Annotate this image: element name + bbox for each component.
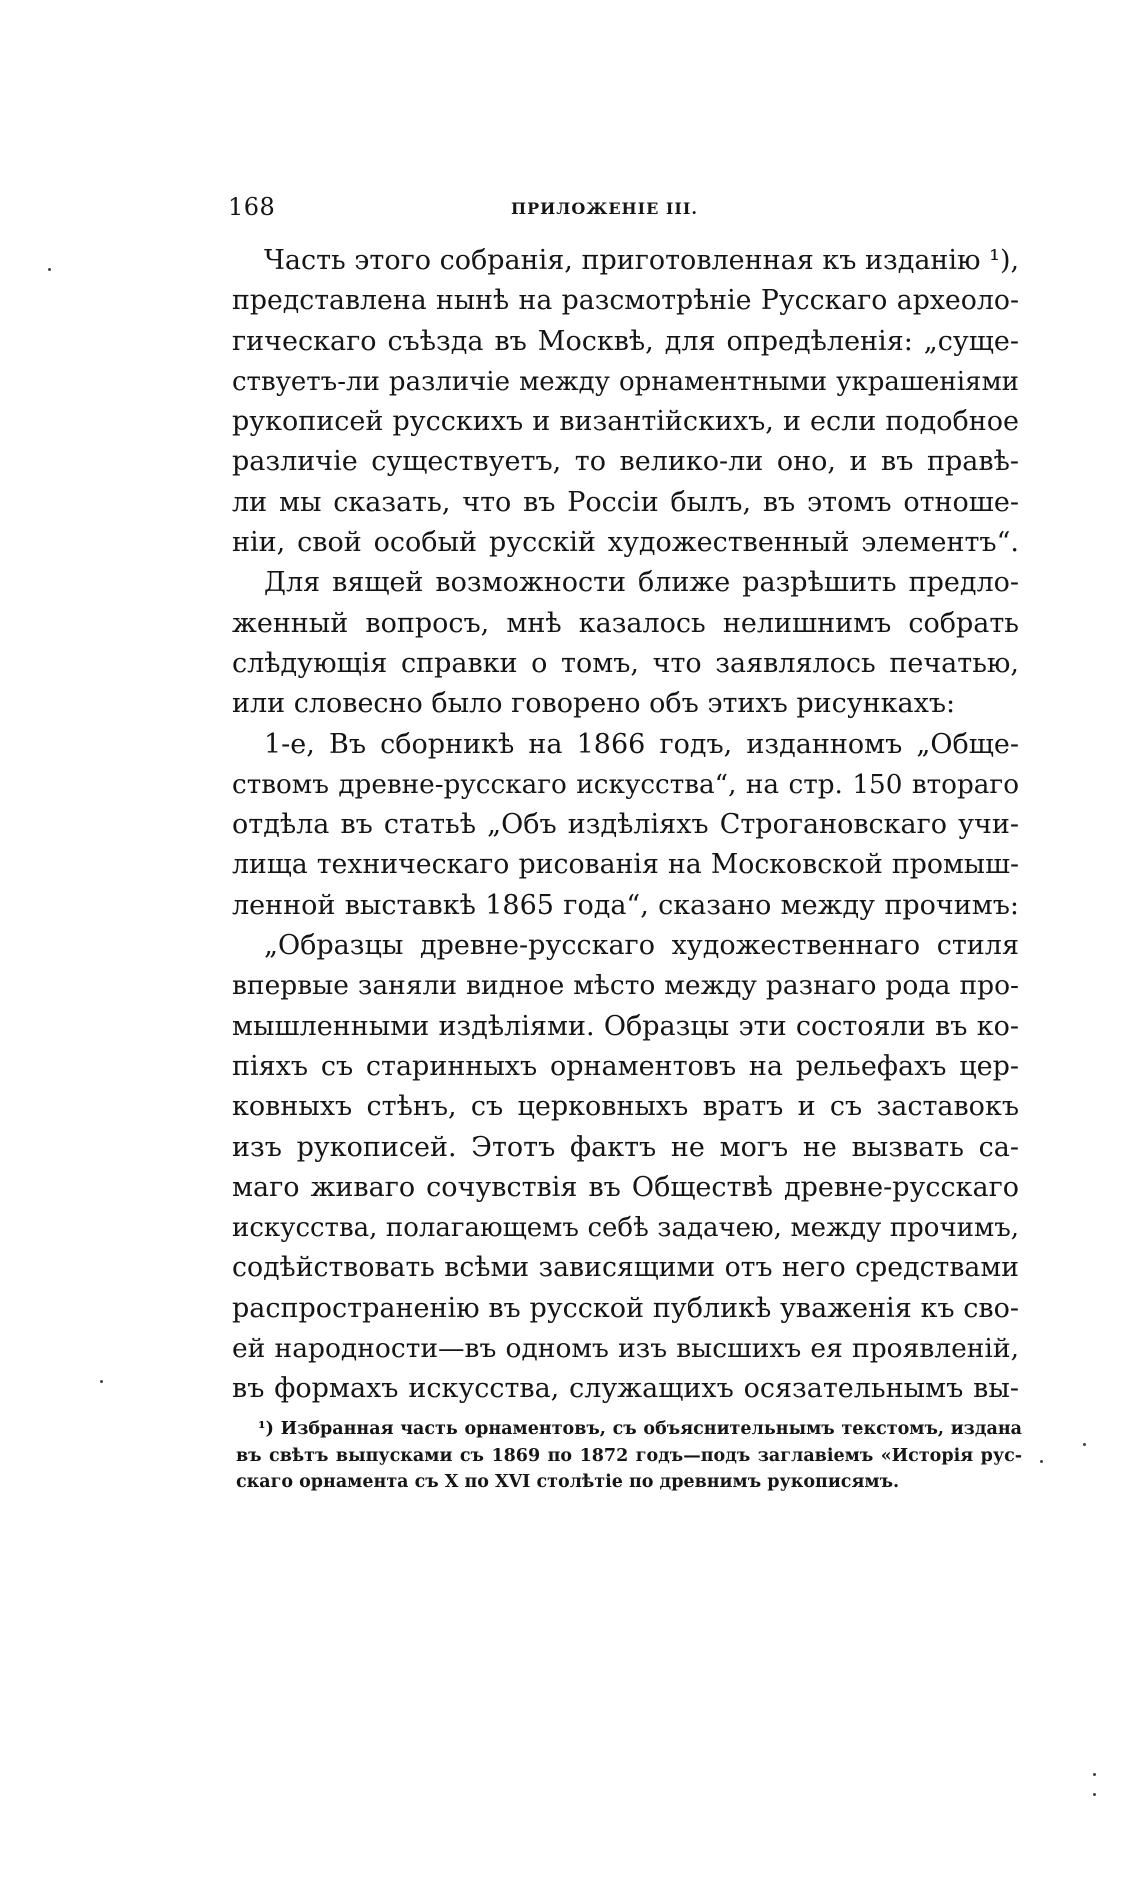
scan-speck [1093,1793,1096,1796]
running-head: ПРИЛОЖЕНІЕ III. [511,199,698,218]
page-number: 168 [228,193,276,221]
text-line: ствомъ древне-русскаго искусства“, на стр. 150 втораго [232,769,1019,800]
footnote-line: ¹) Избранная часть орнаментовъ, съ объяснительнымъ текстомъ, издана [258,1419,1022,1439]
text-line: ей народности—въ одномъ изъ высшихъ ея проявленій, [232,1333,1019,1365]
text-line: піяхъ съ старинныхъ орнаментовъ на рельефахъ цер- [232,1050,1019,1082]
footnote-line: скаго орнамента съ X по XVI столѣтіе по древнимъ рукописямъ. [236,1472,900,1492]
text-line: изъ рукописей. Этотъ фактъ не могъ не вызвать са- [232,1131,1019,1163]
text-line: ли мы сказать, что въ Россіи былъ, въ этомъ отноше- [232,486,1019,518]
text-line: рукописей русскихъ и византійскихъ, и если подобное [232,406,1019,438]
text-line: ковныхъ стѣнъ, съ церковныхъ вратъ и съ заставокъ [232,1091,1019,1123]
scan-speck [48,268,51,271]
text-line: лища техническаго рисованія на Московской промыш- [232,849,1019,881]
text-line: искусства, полагающемъ себѣ задачею, между прочимъ, [232,1213,1019,1244]
text-line: Часть этого собранія, приготовленная къ изданію ¹), [264,245,1020,276]
page-header [228,193,1018,233]
text-line: распространенію въ русской публикѣ уваженія къ сво- [232,1292,1019,1324]
text-line: гическаго съѣзда въ Москвѣ, для опредѣленія: „суще- [232,325,1019,357]
text-line: маго живаго сочувствія въ Обществѣ древне-русскаго [232,1171,1019,1203]
text-line: впервые заняли видное мѣсто между разнаго рода про- [232,970,1019,1002]
body-text [232,241,1019,1410]
footnote [236,1416,1022,1496]
text-line: содѣйствовать всѣми зависящими отъ него средствами [232,1252,1019,1284]
text-line: въ формахъ искусства, служащихъ осязательнымъ вы- [232,1373,1019,1405]
text-line: ніи, свой особый русскій художественный элементъ“. [232,527,1019,559]
text-line: женный вопросъ, мнѣ казалось нелишнимъ собрать [232,607,1019,639]
text-line: или словесно было говорено объ этихъ рисункахъ: [232,688,956,720]
text-line: Для вящей возможности ближе разрѣшить предло- [264,567,1019,599]
text-line: отдѣла въ статьѣ „Объ издѣліяхъ Строгановскаго учи- [232,809,1019,841]
footnote-line: въ свѣтъ выпусками съ 1869 по 1872 годъ—подъ заглавіемъ «Исторія рус- [236,1445,1022,1466]
text-line: ленной выставкѣ 1865 года“, сказано между прочимъ: [232,889,1019,921]
scan-speck [1040,1460,1043,1463]
scan-speck [1083,1443,1086,1446]
scan-speck [1093,1773,1096,1776]
text-line: „Образцы древне-русскаго художественнаго стиля [264,930,1019,962]
text-line: ствуетъ-ли различіе между орнаментными украшеніями [232,366,1019,397]
scan-speck [100,1380,103,1383]
text-line: представлена нынѣ на разсмотрѣніе Русскаго археоло- [232,285,1019,317]
text-line: различіе существуетъ, то велико-ли оно, и въ правѣ- [232,446,1019,478]
text-line: мышленными издѣліями. Образцы эти состояли въ ко- [232,1010,1019,1042]
text-line: слѣдующія справки о томъ, что заявлялось печатью, [232,647,1019,679]
text-line: 1-е, Въ сборникѣ на 1866 годъ, изданномъ „Обще- [264,728,1019,760]
